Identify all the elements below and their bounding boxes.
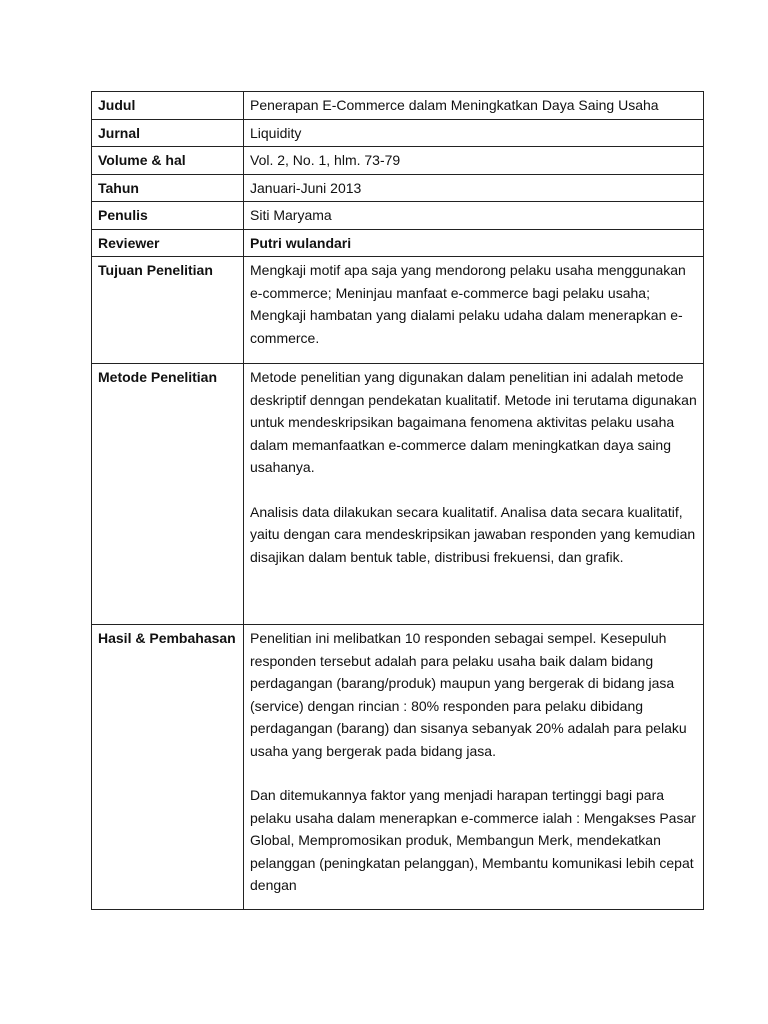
row-metode [92, 364, 704, 625]
label-tahun: Tahun [92, 174, 244, 202]
row-reviewer [92, 229, 704, 257]
label-penulis: Penulis [92, 202, 244, 230]
label-tujuan: Tujuan Penelitian [92, 257, 244, 364]
label-judul: Judul [92, 92, 244, 120]
journal-review-table [91, 91, 704, 910]
label-hasil: Hasil & Pembahasan [92, 625, 244, 910]
hasil-content [250, 627, 698, 897]
label-reviewer: Reviewer [92, 229, 244, 257]
label-metode: Metode Penelitian [92, 364, 244, 625]
value-hasil [244, 625, 704, 910]
row-hasil [92, 625, 704, 910]
metode-paragraph-2: Analisis data dilakukan secara kualitatif. Analisa data secara kualitatif, yaitu dengan cara mendeskripsikan jawaban responden yang kemudian disajikan dalam bentuk table, distribusi frekuensi, dan grafik. [250, 503, 696, 565]
row-tahun [92, 174, 704, 202]
value-tujuan: Mengkaji motif apa saja yang mendorong pelaku usaha menggunakan e-commerce; Meninjau manfaat e-commerce bagi pelaku usaha; Mengkaji hambatan yang dialami pelaku udaha dalam menerapkan e-commerce. [244, 257, 704, 364]
label-volume: Volume & hal [92, 147, 244, 175]
value-reviewer: Putri wulandari [244, 229, 704, 257]
row-jurnal [92, 119, 704, 147]
row-volume [92, 147, 704, 175]
value-penulis: Siti Maryama [244, 202, 704, 230]
value-tahun: Januari-Juni 2013 [244, 174, 704, 202]
metode-paragraph-1: Metode penelitian yang digunakan dalam penelitian ini adalah metode deskriptif denngan pendekatan kualitatif. Metode ini terutama digunakan untuk mendeskripsikan bagaimana fenomena aktivitas pelaku usaha dalam memanfaatkan e-commerce dalam meningkatkan daya saing usahanya. [250, 369, 697, 475]
value-jurnal: Liquidity [244, 119, 704, 147]
value-volume: Vol. 2, No. 1, hlm. 73-79 [244, 147, 704, 175]
hasil-paragraph-1: Penelitian ini melibatkan 10 responden sebagai sempel. Kesepuluh responden tersebut adalah para pelaku usaha baik dalam bidang perdagangan (barang/produk) maupun yang bergerak di bidang jasa (service) dengan rincian : 80% responden para pelaku dibidang perdagangan (barang) dan sisanya sebanyak 20% adalah para pelaku usaha yang bergerak pada bidang jasa. [250, 630, 687, 759]
hasil-paragraph-2: Dan ditemukannya faktor yang menjadi harapan tertinggi bagi para pelaku usaha dalam menerapkan e-commerce ialah : Mengakses Pasar Global, Mempromosikan produk, Membangun Merk, mendekatkan pelanggan (peningkatan pelanggan), Membantu komunikasi lebih cepat dengan [250, 787, 696, 893]
label-jurnal: Jurnal [92, 119, 244, 147]
value-metode [244, 364, 704, 625]
row-judul [92, 92, 704, 120]
row-penulis [92, 202, 704, 230]
value-judul: Penerapan E-Commerce dalam Meningkatkan Daya Saing Usaha [244, 92, 704, 120]
row-tujuan [92, 257, 704, 364]
